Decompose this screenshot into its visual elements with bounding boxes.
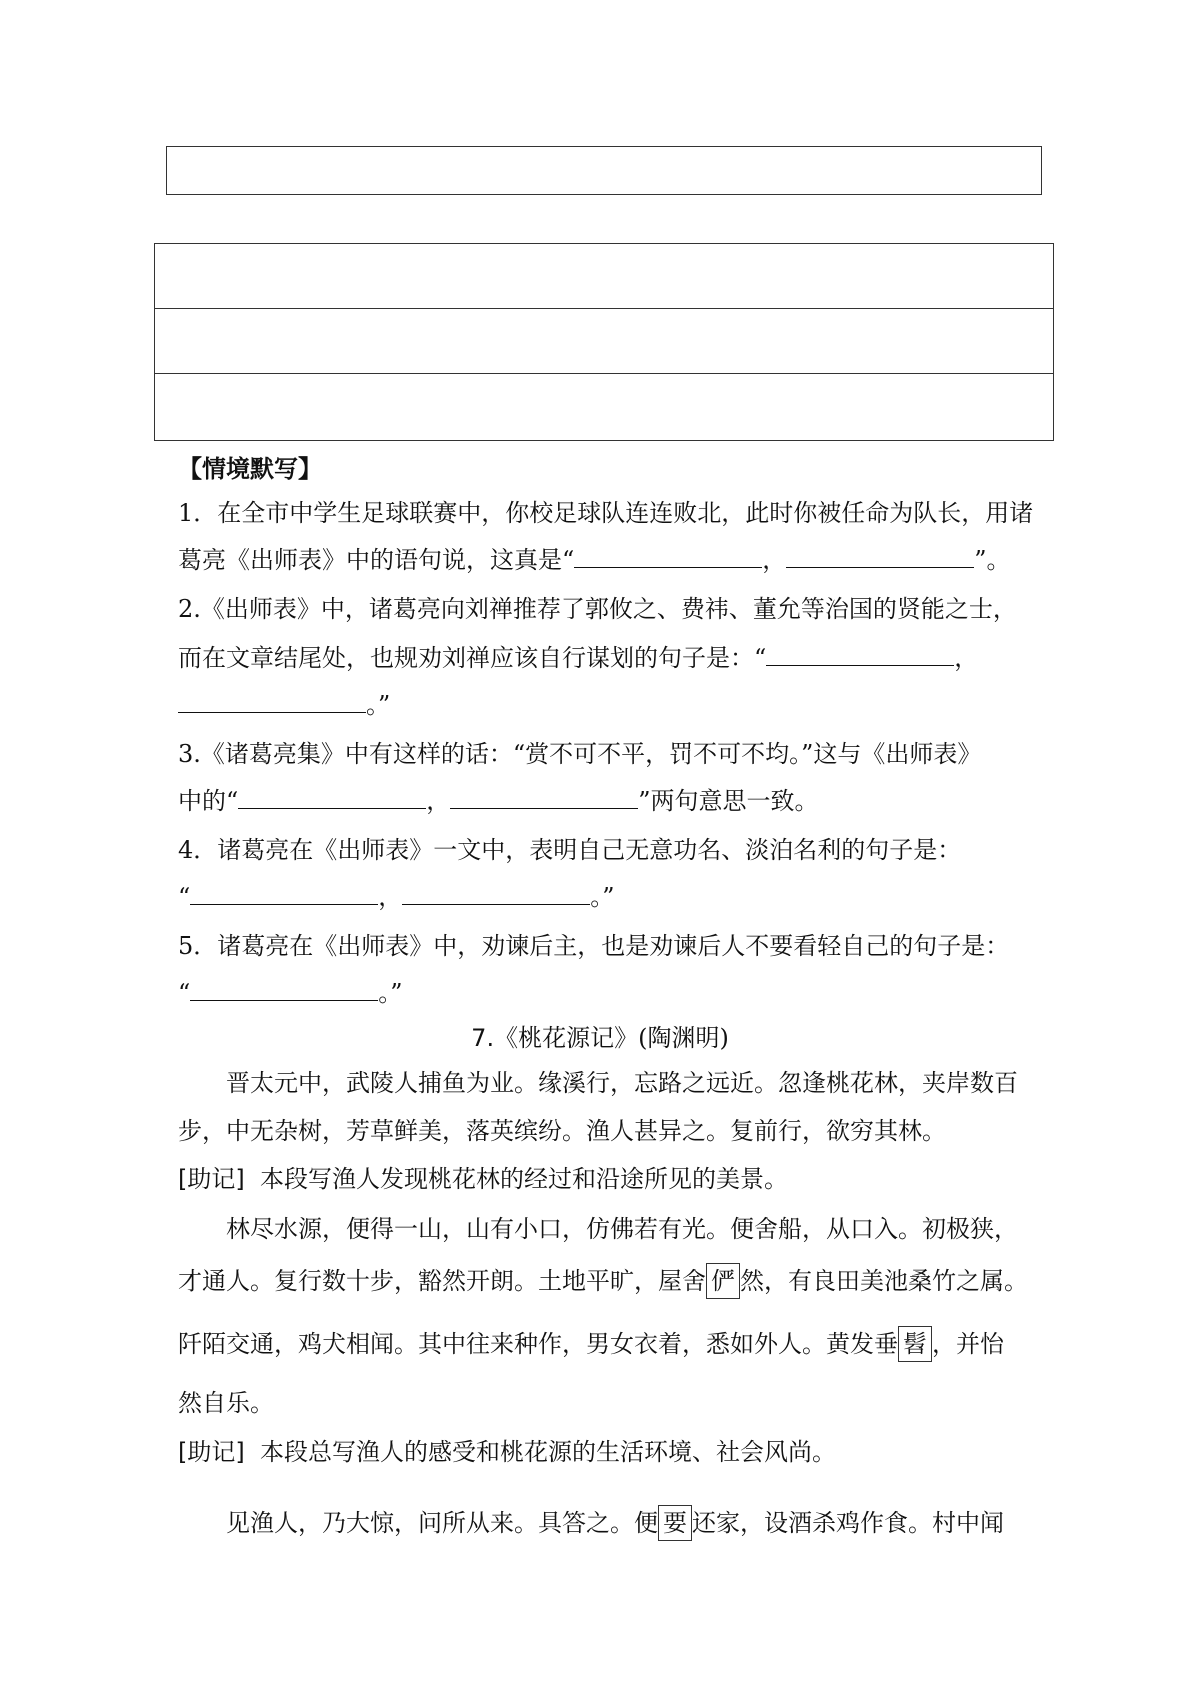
boxed-character: 髫 [898, 1326, 932, 1362]
note-tag: [助记] [178, 1165, 245, 1193]
table-row [155, 244, 1053, 309]
answer-blank[interactable] [190, 978, 378, 1001]
answer-blank[interactable] [402, 882, 590, 905]
passage-line: 步，中无杂树，芳草鲜美，落英缤纷。渔人甚异之。复前行，欲穷其林。 [178, 1117, 946, 1145]
passage-line: 然自乐。 [178, 1389, 274, 1417]
passage-line: 晋太元中，武陵人捕鱼为业。缘溪行，忘路之远近。忽逢桃花林，夹岸数百 [226, 1069, 1018, 1097]
note-line: [助记] 本段总写渔人的感受和桃花源的生活环境、社会风尚。 [178, 1438, 836, 1466]
table-row [155, 374, 1053, 439]
question-5-line-1: 5．诸葛亮在《出师表》中，劝谏后主，也是劝谏后人不要看轻自己的句子是： [178, 932, 1010, 960]
note-line: [助记] 本段写渔人发现桃花林的经过和沿途所见的美景。 [178, 1165, 788, 1193]
passage-line: 见渔人，乃大惊，问所从来。具答之。便 要 还家，设酒杀鸡作食。村中闻 [226, 1505, 1004, 1541]
empty-answer-box [166, 146, 1042, 195]
answer-blank[interactable] [238, 786, 426, 809]
answer-blank[interactable] [766, 643, 954, 666]
empty-table [154, 243, 1054, 441]
question-1-line-2: 葛亮《出师表》中的语句说，这真是“ ， ”。 [178, 546, 1011, 574]
question-4-line-1: 4．诸葛亮在《出师表》一文中，表明自己无意功名、淡泊名利的句子是： [178, 836, 962, 864]
text-title: 7.《桃花源记》(陶渊明) [471, 1024, 729, 1052]
passage-line: 林尽水源，便得一山，山有小口，仿佛若有光。便舍船，从口入。初极狭， [226, 1215, 1018, 1243]
boxed-character: 要 [658, 1505, 692, 1541]
answer-blank[interactable] [190, 882, 378, 905]
answer-blank[interactable] [450, 786, 638, 809]
question-1-line-1: 1．在全市中学生足球联赛中，你校足球队连连败北，此时你被任命为队长，用诸 [178, 499, 1034, 527]
question-4-line-2: “ ， 。” [178, 883, 615, 911]
question-3-line-1: 3.《诸葛亮集》中有这样的话：“赏不可不平，罚不可不均。”这与《出师表》 [178, 740, 982, 768]
question-2-line-1: 2.《出师表》中，诸葛亮向刘禅推荐了郭攸之、费祎、董允等治国的贤能之士， [178, 595, 1017, 623]
question-3-line-2: 中的“ ， ”两句意思一致。 [178, 787, 819, 815]
answer-blank[interactable] [178, 690, 366, 713]
question-2-line-3: 。” [178, 690, 390, 720]
note-tag: [助记] [178, 1438, 245, 1466]
question-5-line-2: “ 。” [178, 979, 403, 1007]
table-row [155, 309, 1053, 374]
answer-blank[interactable] [786, 545, 974, 568]
passage-line: 阡陌交通，鸡犬相闻。其中往来种作，男女衣着，悉如外人。黄发垂 髫 ，并怡 [178, 1326, 1004, 1362]
question-2-line-2: 而在文章结尾处，也规劝刘禅应该自行谋划的句子是：“ ， [178, 644, 979, 672]
section-heading: 【情境默写】 [178, 455, 322, 483]
passage-line: 才通人。复行数十步，豁然开朗。土地平旷，屋舍 俨 然，有良田美池桑竹之属。 [178, 1263, 1028, 1299]
boxed-character: 俨 [706, 1263, 740, 1299]
answer-blank[interactable] [574, 545, 762, 568]
